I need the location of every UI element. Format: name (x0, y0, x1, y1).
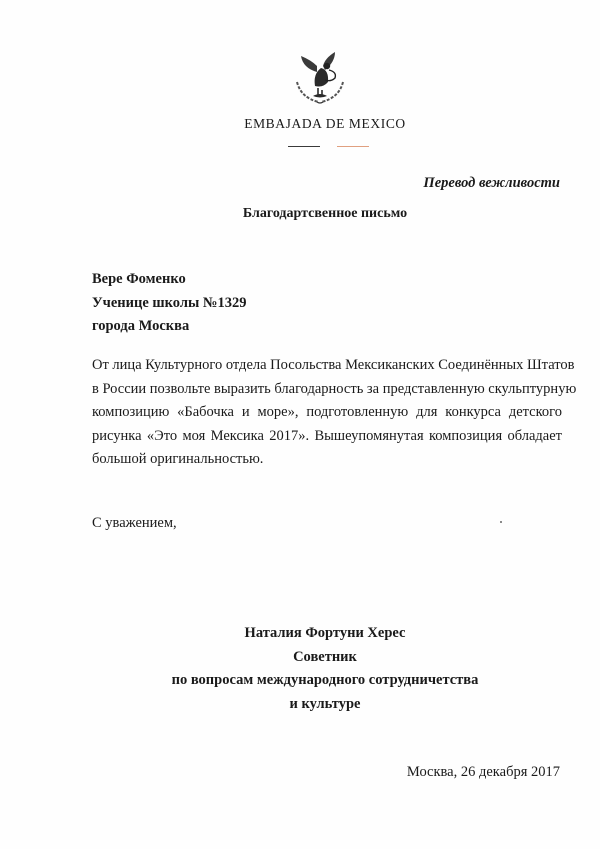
recipient-block (92, 268, 247, 339)
translation-note: Перевод вежливости (423, 175, 560, 191)
embassy-name: EMBAJADA DE MEXICO (244, 116, 406, 131)
document-title: Благодартсвенное письмо (242, 206, 408, 221)
signatory-name: Наталия Фортуни Херес (244, 625, 406, 641)
closing-salutation: С уважением, (92, 515, 177, 531)
letter-body (92, 354, 577, 472)
recipient-school: Ученице школы №1329 (92, 294, 247, 311)
signatory-department-cont: и культуре (289, 695, 361, 712)
body-line: композицию «Бабочка и море», подготовленную для конкурса детского (92, 404, 562, 420)
body-line: в России позвольте выразить благодарность за представленную скульптурную (92, 380, 577, 397)
recipient-name: Вере Фоменко (92, 271, 186, 287)
signatory-department: по вопросам международного сотрудничетства (171, 672, 479, 688)
mexican-coat-of-arms-icon (287, 46, 353, 108)
scan-speck (500, 521, 502, 523)
place-and-date: Москва, 26 декабря 2017 (406, 764, 560, 780)
header-divider-accent (337, 146, 369, 147)
signature-block (0, 622, 600, 716)
header-divider-dark (288, 146, 320, 147)
signatory-position: Советник (293, 648, 357, 665)
recipient-city: города Москва (92, 318, 190, 334)
body-line: рисунка «Это моя Мексика 2017». Вышеупомянутая композиция обладает (92, 427, 562, 444)
body-line: большой оригинальностью. (92, 451, 264, 467)
body-line: От лица Культурного отдела Посольства Мексиканских Соединённых Штатов (92, 357, 575, 373)
